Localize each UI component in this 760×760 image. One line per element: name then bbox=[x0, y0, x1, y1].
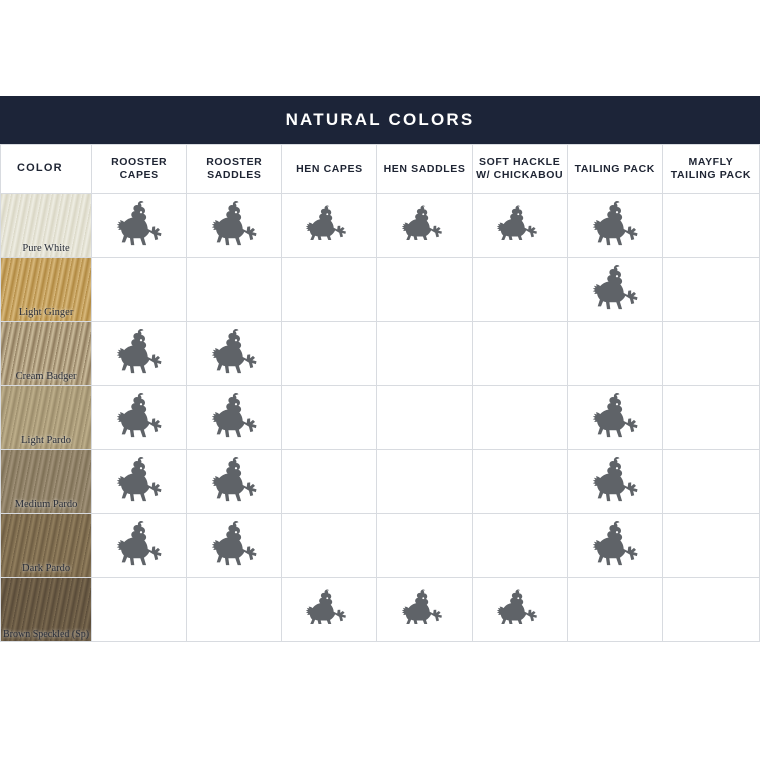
cell-hen_saddles-available bbox=[377, 194, 472, 258]
color-swatch-cell bbox=[1, 322, 92, 386]
cell-hen_capes-empty bbox=[282, 258, 377, 322]
bottom-whitespace bbox=[0, 642, 760, 745]
column-header-soft-hackle: SOFT HACKLE W/ CHICKABOU bbox=[472, 145, 567, 194]
color-swatch-cell bbox=[1, 514, 92, 578]
table-row bbox=[1, 194, 760, 258]
table-row bbox=[1, 322, 760, 386]
color-swatch-cell bbox=[1, 450, 92, 514]
cell-rooster_capes-available bbox=[92, 450, 187, 514]
cell-mayfly_tailing_pack-empty bbox=[662, 258, 759, 322]
table-row bbox=[1, 514, 760, 578]
cell-soft_hackle-empty bbox=[472, 514, 567, 578]
cell-rooster_capes-available bbox=[92, 322, 187, 386]
cell-rooster_capes-available bbox=[92, 386, 187, 450]
cell-mayfly_tailing_pack-empty bbox=[662, 450, 759, 514]
column-header-tailing-pack: TAILING PACK bbox=[567, 145, 662, 194]
color-name-label: Medium Pardo bbox=[14, 499, 78, 511]
cell-rooster_capes-empty bbox=[92, 578, 187, 642]
cell-rooster_saddles-available bbox=[187, 514, 282, 578]
color-name-label: Cream Badger bbox=[15, 371, 77, 383]
table-row bbox=[1, 258, 760, 322]
color-name-label: Light Ginger bbox=[18, 307, 74, 319]
rooster-icon bbox=[589, 456, 641, 502]
cell-rooster_saddles-available bbox=[187, 450, 282, 514]
cell-hen_saddles-available bbox=[377, 578, 472, 642]
rooster-icon bbox=[113, 520, 165, 566]
cell-tailing_pack-empty bbox=[567, 578, 662, 642]
column-header-color: COLOR bbox=[1, 145, 92, 194]
cell-hen_capes-empty bbox=[282, 514, 377, 578]
column-header-mayfly-tailing-pack: MAYFLY TAILING PACK bbox=[662, 145, 759, 194]
hen-icon bbox=[496, 588, 544, 626]
natural-colors-table bbox=[0, 144, 760, 642]
cell-rooster_saddles-available bbox=[187, 386, 282, 450]
rooster-icon bbox=[589, 264, 641, 310]
color-swatch-cell bbox=[1, 258, 92, 322]
color-swatch-cell bbox=[1, 386, 92, 450]
rooster-icon bbox=[113, 200, 165, 246]
color-name-label: Pure White bbox=[22, 243, 70, 255]
rooster-icon bbox=[208, 456, 260, 502]
cell-rooster_saddles-available bbox=[187, 194, 282, 258]
column-header-hen-capes: HEN CAPES bbox=[282, 145, 377, 194]
column-header-rooster-saddles: ROOSTER SADDLES bbox=[187, 145, 282, 194]
color-swatch bbox=[1, 322, 91, 385]
cell-mayfly_tailing_pack-empty bbox=[662, 322, 759, 386]
top-whitespace bbox=[0, 0, 760, 96]
color-swatch bbox=[1, 386, 91, 449]
rooster-icon bbox=[113, 456, 165, 502]
hen-icon bbox=[496, 204, 544, 242]
cell-tailing_pack-available bbox=[567, 258, 662, 322]
cell-soft_hackle-available bbox=[472, 194, 567, 258]
cell-hen_saddles-empty bbox=[377, 258, 472, 322]
rooster-icon bbox=[113, 328, 165, 374]
color-swatch-cell bbox=[1, 194, 92, 258]
cell-rooster_saddles-available bbox=[187, 322, 282, 386]
cell-rooster_capes-available bbox=[92, 194, 187, 258]
cell-rooster_saddles-empty bbox=[187, 578, 282, 642]
color-swatch bbox=[1, 450, 91, 513]
cell-mayfly_tailing_pack-empty bbox=[662, 386, 759, 450]
cell-hen_capes-empty bbox=[282, 322, 377, 386]
table-row bbox=[1, 450, 760, 514]
page-title-banner bbox=[0, 96, 760, 144]
cell-hen_saddles-empty bbox=[377, 322, 472, 386]
cell-rooster_saddles-empty bbox=[187, 258, 282, 322]
cell-mayfly_tailing_pack-empty bbox=[662, 514, 759, 578]
rooster-icon bbox=[208, 200, 260, 246]
table-body bbox=[1, 194, 760, 642]
color-name-label: Light Pardo bbox=[21, 435, 71, 447]
color-swatch-cell bbox=[1, 578, 92, 642]
rooster-icon bbox=[208, 328, 260, 374]
color-swatch bbox=[1, 514, 91, 577]
cell-rooster_capes-empty bbox=[92, 258, 187, 322]
column-header-hen-saddles: HEN SADDLES bbox=[377, 145, 472, 194]
cell-soft_hackle-empty bbox=[472, 258, 567, 322]
table-row bbox=[1, 578, 760, 642]
rooster-icon bbox=[589, 392, 641, 438]
cell-hen_saddles-empty bbox=[377, 514, 472, 578]
cell-hen_capes-empty bbox=[282, 386, 377, 450]
cell-tailing_pack-available bbox=[567, 386, 662, 450]
cell-rooster_capes-available bbox=[92, 514, 187, 578]
cell-tailing_pack-available bbox=[567, 514, 662, 578]
cell-hen_capes-available bbox=[282, 578, 377, 642]
cell-mayfly_tailing_pack-empty bbox=[662, 578, 759, 642]
color-name-label: Brown Speckled (Sp) bbox=[3, 629, 90, 640]
page-title: NATURAL COLORS bbox=[285, 110, 475, 129]
hen-icon bbox=[305, 588, 353, 626]
cell-soft_hackle-available bbox=[472, 578, 567, 642]
color-swatch bbox=[1, 194, 91, 257]
hen-icon bbox=[401, 588, 449, 626]
rooster-icon bbox=[589, 520, 641, 566]
table-row bbox=[1, 386, 760, 450]
cell-hen_capes-available bbox=[282, 194, 377, 258]
color-swatch bbox=[1, 258, 91, 321]
table-header-row bbox=[1, 145, 760, 194]
cell-hen_capes-empty bbox=[282, 450, 377, 514]
rooster-icon bbox=[113, 392, 165, 438]
cell-tailing_pack-available bbox=[567, 450, 662, 514]
cell-tailing_pack-empty bbox=[567, 322, 662, 386]
rooster-icon bbox=[208, 392, 260, 438]
hen-icon bbox=[305, 204, 353, 242]
column-header-rooster-capes: ROOSTER CAPES bbox=[92, 145, 187, 194]
cell-mayfly_tailing_pack-empty bbox=[662, 194, 759, 258]
cell-tailing_pack-available bbox=[567, 194, 662, 258]
cell-hen_saddles-empty bbox=[377, 450, 472, 514]
cell-soft_hackle-empty bbox=[472, 450, 567, 514]
cell-soft_hackle-empty bbox=[472, 386, 567, 450]
hen-icon bbox=[401, 204, 449, 242]
color-swatch bbox=[1, 578, 91, 641]
rooster-icon bbox=[589, 200, 641, 246]
cell-hen_saddles-empty bbox=[377, 386, 472, 450]
rooster-icon bbox=[208, 520, 260, 566]
cell-soft_hackle-empty bbox=[472, 322, 567, 386]
color-name-label: Dark Pardo bbox=[21, 563, 71, 575]
